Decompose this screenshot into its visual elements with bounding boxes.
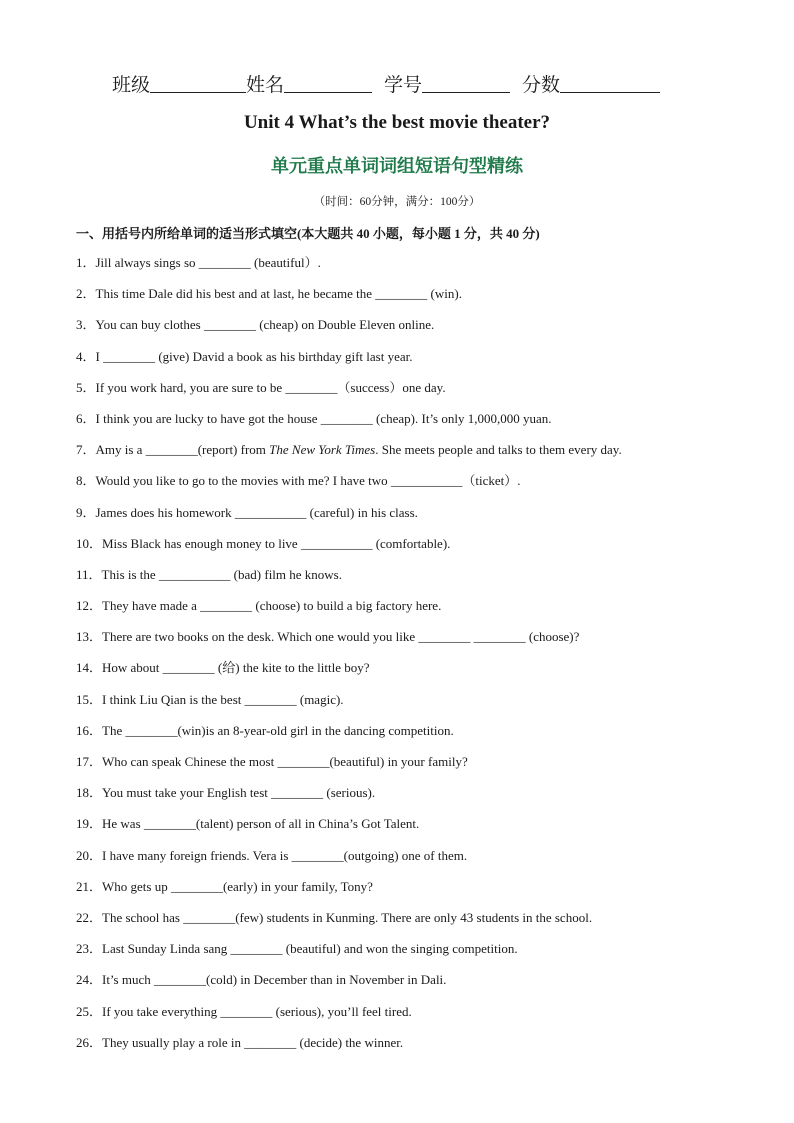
section-heading: 一、用括号内所给单词的适当形式填空(本大题共 40 小题，每小题 1 分，共 40 分)	[76, 226, 540, 241]
question-item: 12．They have made a ________ (choose) to build a big factory here.	[76, 598, 442, 614]
score-blank	[560, 74, 660, 93]
name-blank	[284, 74, 372, 93]
question-item: 6．I think you are lucky to have got the house ________ (cheap). It’s only 1,000,000 yuan.	[76, 410, 552, 426]
question-item: 15．I think Liu Qian is the best ________ (magic).	[76, 691, 344, 707]
question-item: 25．If you take everything ________ (serious), you’ll feel tired.	[76, 1003, 412, 1019]
question-item: 10．Miss Black has enough money to live ___________ (comfortable).	[76, 535, 451, 551]
question-item: 11．This is the ___________ (bad) film he knows.	[76, 566, 342, 582]
question-item: 22．The school has ________(few) students in Kunming. There are only 43 students in the school.	[76, 909, 593, 925]
question-item: 8．Would you like to go to the movies with me? I have two ___________（ticket）.	[76, 473, 521, 489]
number-label: 学号	[384, 75, 423, 96]
question-item: 21．Who gets up ________(early) in your family, Tony?	[76, 878, 373, 894]
question-item: 17．Who can speak Chinese the most ________(beautiful) in your family?	[76, 754, 468, 769]
number-blank	[422, 74, 510, 93]
question-item: 1．Jill always sings so ________ (beautiful）.	[76, 255, 321, 270]
time-score-info: （时间：60分钟，满分：100分）	[313, 196, 481, 208]
question-item: 14．How about ________ (给) the kite to the little boy?	[76, 660, 370, 676]
class-blank	[150, 74, 246, 93]
question-item: 4．I ________ (give) David a book as his birthday gift last year.	[76, 348, 413, 364]
question-item: 23．Last Sunday Linda sang ________ (beautiful) and won the singing competition.	[76, 941, 518, 957]
newspaper-title: The New York Times	[269, 442, 376, 458]
question-item: 26．They usually play a role in ________ (decide) the winner.	[76, 1034, 404, 1050]
question-item: 19．He was ________(talent) person of all in China’s Got Talent.	[76, 816, 420, 832]
question-item: 24．It’s much ________(cold) in December than in November in Dali.	[76, 972, 447, 988]
question-item: 9．James does his homework ___________ (careful) in his class.	[76, 504, 418, 520]
question-item: 3．You can buy clothes ________ (cheap) on Double Eleven online.	[76, 317, 435, 333]
question-item: 13．There are two books on the desk. Which one would you like ________ ________ (choose)?	[76, 629, 580, 645]
name-label: 姓名	[246, 75, 285, 96]
question-item: 16．The ________(win)is an 8-year-old girl in the dancing competition.	[76, 722, 454, 738]
student-info-line	[112, 70, 660, 97]
question-list	[76, 253, 736, 1064]
class-label: 班级	[112, 75, 151, 96]
page-subtitle: 单元重点单词词组短语句型精练	[271, 156, 523, 176]
page-title: Unit 4 What’s the best movie theater?	[243, 112, 551, 133]
question-item: 2．This time Dale did his best and at last, he became the ________ (win).	[76, 286, 462, 302]
question-item: 18．You must take your English test ________ (serious).	[76, 785, 376, 801]
question-item: 7．Amy is a ________(report) from The New York Times. She meets people and talks to them every day.	[76, 442, 622, 458]
score-label: 分数	[522, 75, 561, 96]
question-item: 20．I have many foreign friends. Vera is ________(outgoing) one of them.	[76, 847, 468, 863]
question-item: 5．If you work hard, you are sure to be ________（success）one day.	[76, 379, 446, 395]
